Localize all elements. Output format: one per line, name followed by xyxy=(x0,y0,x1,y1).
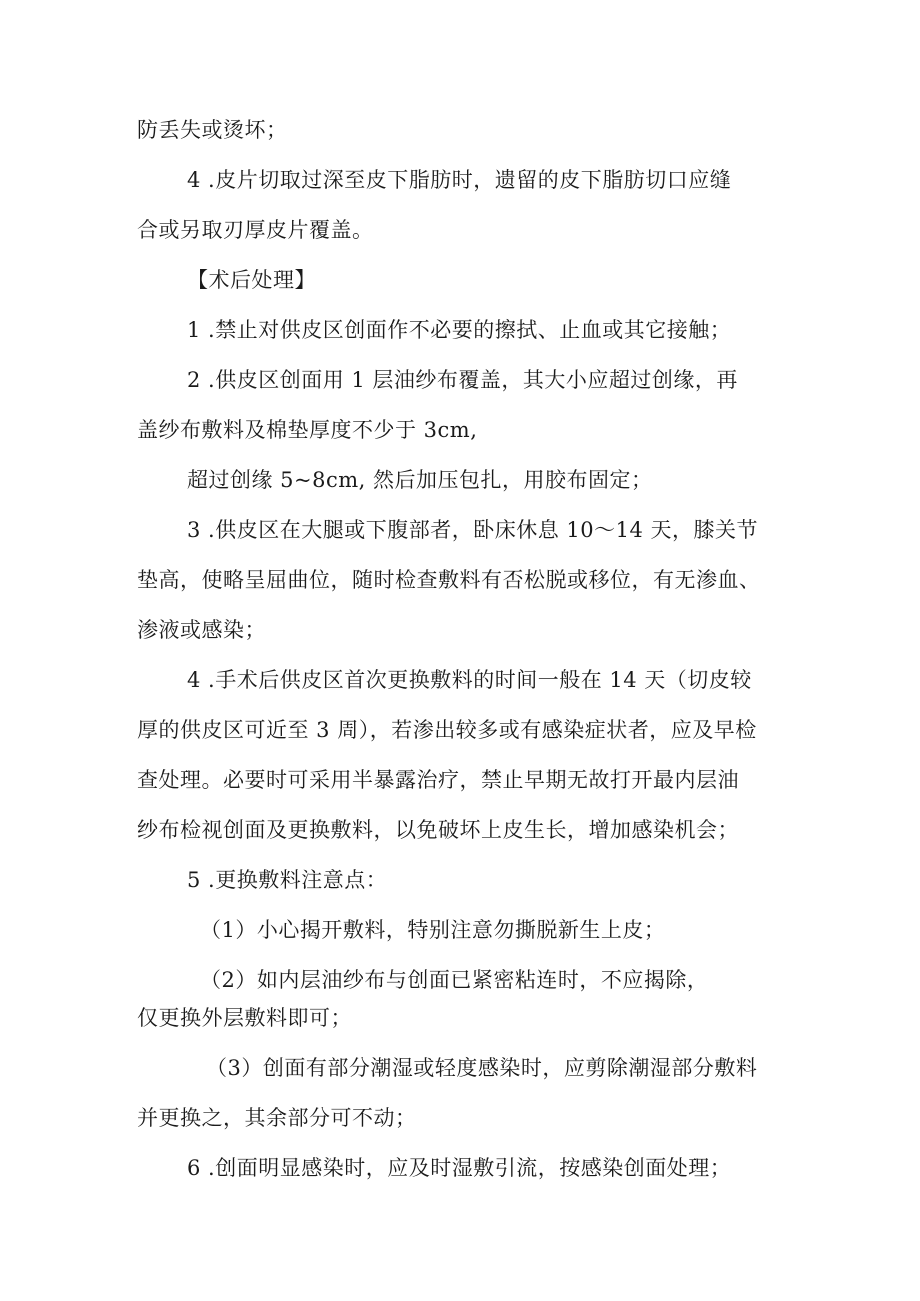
text-line: 4 .皮片切取过深至皮下脂肪时，遗留的皮下脂肪切口应缝 xyxy=(187,168,732,192)
text-line: 4 .手术后供皮区首次更换敷料的时间一般在 14 天（切皮较 xyxy=(187,668,752,692)
text-line: 垫高，使略呈屈曲位，随时检查敷料有否松脱或移位，有无渗血、 xyxy=(137,568,761,592)
text-line: 合或另取刃厚皮片覆盖。 xyxy=(137,218,374,242)
text-line: 防丢失或烫坏； xyxy=(137,118,288,142)
text-line: 渗液或感染； xyxy=(137,618,266,642)
text-line: 超过创缘 5~8cm, 然后加压包扎，用胶布固定； xyxy=(187,468,653,492)
text-line: （2）如内层油纱布与创面已紧密粘连时，不应揭除， xyxy=(200,968,709,992)
text-line: 厚的供皮区可近至 3 周），若渗出较多或有感染症状者，应及早检 xyxy=(137,718,757,742)
text-line: 6 .创面明显感染时，应及时湿敷引流，按感染创面处理； xyxy=(187,1156,732,1180)
text-line: 盖纱布敷料及棉垫厚度不少于 3cm, xyxy=(137,418,478,442)
text-line: 仅更换外层敷料即可； xyxy=(137,1006,352,1030)
text-line: 并更换之，其余部分可不动； xyxy=(137,1106,417,1130)
text-line: 3 .供皮区在大腿或下腹部者，卧床休息 10～14 天，膝关节 xyxy=(187,518,759,542)
text-line: 1 .禁止对供皮区创面作不必要的擦拭、止血或其它接触； xyxy=(187,318,732,342)
text-line: 查处理。必要时可采用半暴露治疗，禁止早期无故打开最内层油 xyxy=(137,768,739,792)
text-line: （1）小心揭开敷料，特别注意勿撕脱新生上皮； xyxy=(200,918,666,942)
text-line: 5 .更换敷料注意点： xyxy=(187,868,388,892)
text-line: 2 .供皮区创面用 1 层油纱布覆盖，其大小应超过创缘，再 xyxy=(187,368,738,392)
text-line: （3）创面有部分潮湿或轻度感染时，应剪除潮湿部分敷料 xyxy=(206,1056,758,1080)
section-heading: 【术后处理】 xyxy=(187,268,316,292)
text-line: 纱布检视创面及更换敷料，以免破坏上皮生长，增加感染机会； xyxy=(137,818,739,842)
